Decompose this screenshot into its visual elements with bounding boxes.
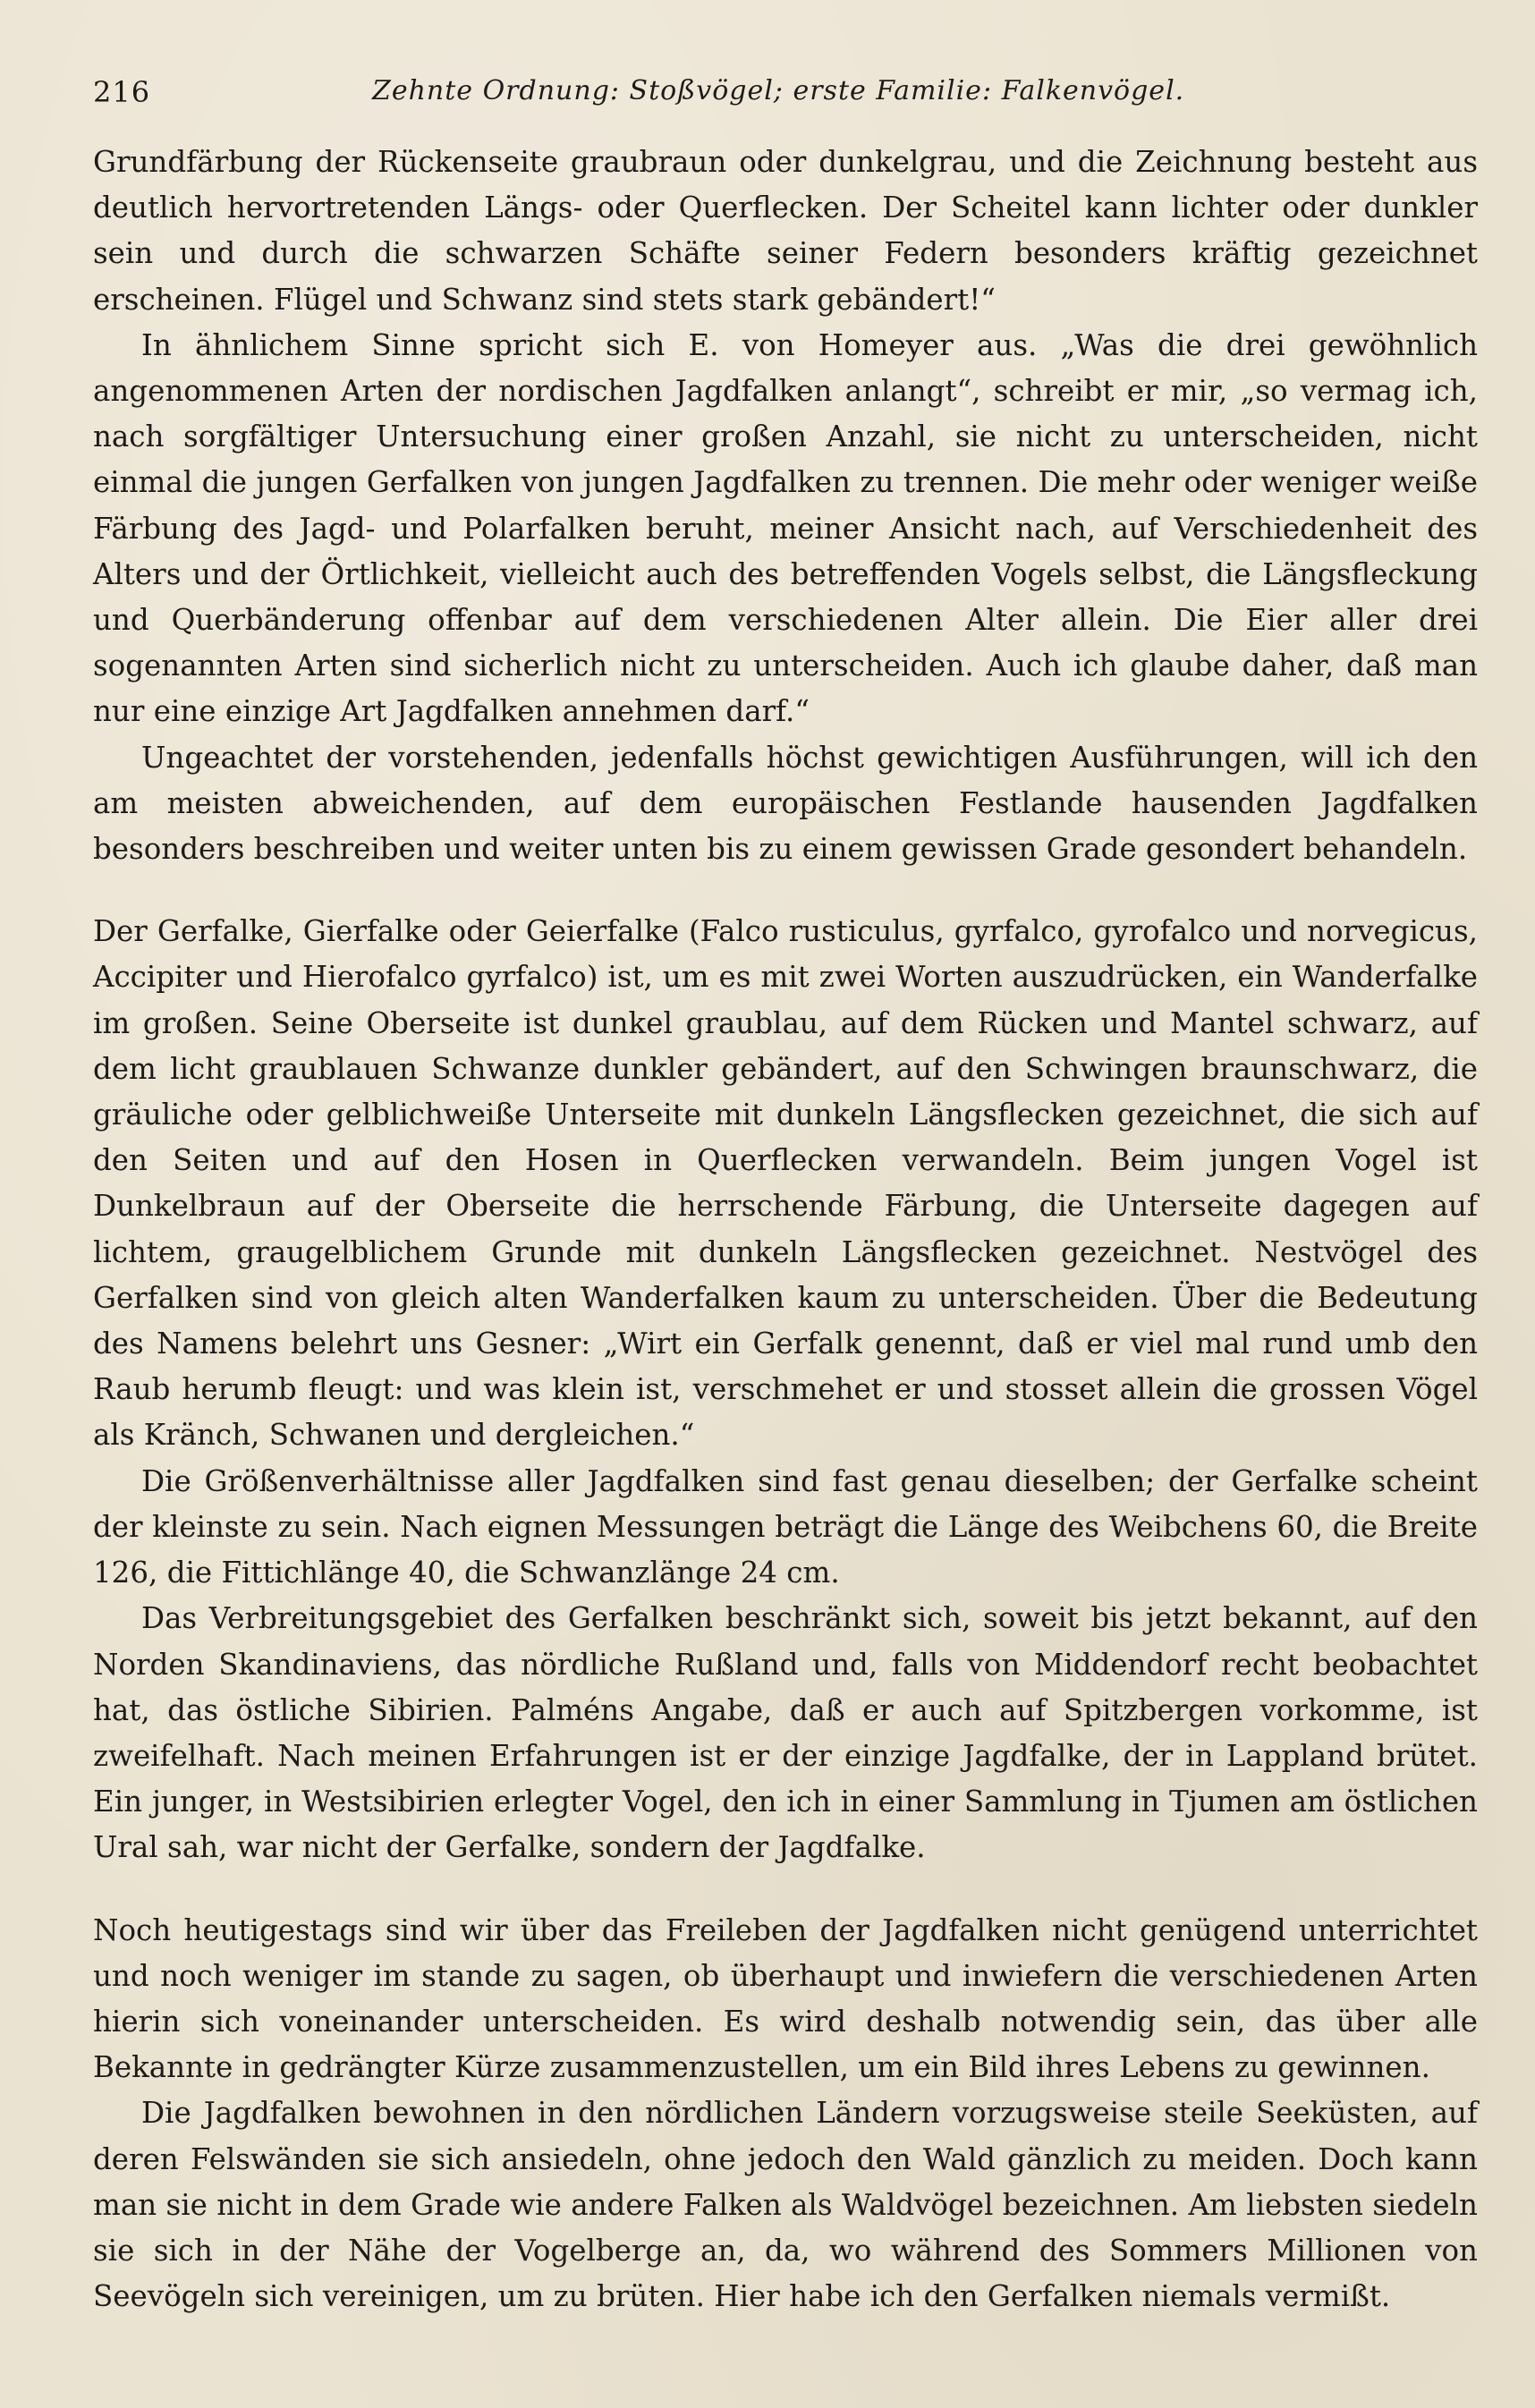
paragraph-continuation: Grundfärbung der Rückenseite graubraun oder dunkelgrau, und die Zeichnung besteht aus deutlich hervortretenden Längs- oder Querflecken. Der Scheitel kann lichter oder dunkler sein und durch die schwarzen Schäfte seiner Federn besonders kräftig gezeichnet erscheinen. Flügel und Schwanz sind stets stark gebändert!“: [93, 145, 1478, 317]
running-head: Zehnte Ordnung: Stoßvögel; erste Familie: Falkenvögel.: [372, 75, 1185, 106]
paragraph-description-intro: Ungeachtet der vorstehenden, jedenfalls höchst gewichtigen Ausführungen, will ich den am meisten abweichenden, auf dem europäischen Festlande hausenden Jagdfalken besonders beschreiben und weiter unten bis zu einem gewissen Grade gesondert behandeln.: [93, 740, 1478, 867]
paragraph-free-life: Noch heutigestags sind wir über das Freileben der Jagdfalken nicht genügend unterrichtet und noch weniger im stande zu sagen, ob überhaupt und inwiefern die verschiedenen Arten hierin sich voneinander unterscheiden. Es wird deshalb notwendig sein, das über alle Bekannte in gedrängter Kürze zusammenzustellen, um ein Bild ihres Lebens zu gewinnen.: [93, 1912, 1478, 2085]
paragraph-homeyer-quote: In ähnlichem Sinne spricht sich E. von Homeyer aus. „Was die drei gewöhnlich angenommenen Arten der nordischen Jagdfalken anlangt“, schreibt er mir, „so vermag ich, nach sorgfältiger Untersuchung einer großen Anzahl, sie nicht zu unterscheiden, nicht einmal die jungen Gerfalken von jungen Jagdfalken zu trennen. Die mehr oder weniger weiße Färbung des Jagd- und Polarfalken beruht, meiner Ansicht nach, auf Verschiedenheit des Alters und der Örtlichkeit, vielleicht auch des betreffenden Vogels selbst, die Längsfleckung und Querbänderung offenbar auf dem verschiedenen Alter allein. Die Eier aller drei sogenannten Arten sind sicherlich nicht zu unterscheiden. Auch ich glaube daher, daß man nur eine einzige Art Jagdfalken annehmen darf.“: [93, 327, 1478, 729]
paragraph-habitat: Die Jagdfalken bewohnen in den nördlichen Ländern vorzugsweise steile Seeküsten, auf deren Felswänden sie sich ansiedeln, ohne jedoch den Wald gänzlich zu meiden. Doch kann man sie nicht in dem Grade wie andere Falken als Waldvögel bezeichnen. Am liebsten siedeln sie sich in der Nähe der Vogelberge an, da, wo während des Sommers Millionen von Seevögeln sich vereinigen, um zu brüten. Hier habe ich den Gerfalken niemals vermißt.: [93, 2096, 1478, 2314]
body-text: [93, 140, 1478, 2319]
paragraph-distribution: Das Verbreitungsgebiet des Gerfalken beschränkt sich, soweit bis jetzt bekannt, auf den Norden Skandinaviens, das nördliche Rußland und, falls von Middendorf recht beobachtet hat, das östliche Sibirien. Palméns Angabe, daß er auch auf Spitzbergen vorkomme, ist zweifelhaft. Nach meinen Erfahrungen ist er der einzige Jagdfalke, der in Lappland brütet. Ein junger, in Westsibirien erlegter Vogel, den ich in einer Sammlung in Tjumen am östlichen Ural sah, war nicht der Gerfalke, sondern der Jagdfalke.: [93, 1601, 1478, 1865]
page-number: 216: [93, 75, 151, 109]
paragraph-size: Die Größenverhältnisse aller Jagdfalken sind fast genau dieselben; der Gerfalke scheint der kleinste zu sein. Nach eignen Messungen beträgt die Länge des Weibchens 60, die Breite 126, die Fittichlänge 40, die Schwanzlänge 24 cm.: [93, 1463, 1478, 1590]
paragraph-gerfalke-description: Der Gerfalke, Gierfalke oder Geierfalke (Falco rusticulus, gyrfalco, gyrofalco und norvegicus, Accipiter und Hierofalco gyrfalco) ist, um es mit zwei Worten auszudrücken, ein Wanderfalke im großen. Seine Oberseite ist dunkel graublau, auf dem Rücken und Mantel schwarz, auf dem licht graublauen Schwanze dunkler gebändert, auf den Schwingen braunschwarz, die gräuliche oder gelblichweiße Unterseite mit dunkeln Längsflecken gezeichnet, die sich auf den Seiten und auf den Hosen in Querflecken verwandeln. Beim jungen Vogel ist Dunkelbraun auf der Oberseite die herrschende Färbung, die Unterseite dagegen auf lichtem, graugelblichem Grunde mit dunkeln Längsflecken gezeichnet. Nestvögel des Gerfalken sind von gleich alten Wanderfalken kaum zu unterscheiden. Über die Bedeutung des Namens belehrt uns Gesner: „Wirt ein Gerfalk genennt, daß er viel mal rund umb den Raub herumb fleugt: und was klein ist, verschmehet er und stosset allein die grossen Vögel als Kränch, Schwanen und dergleichen.“: [93, 914, 1478, 1453]
page-header: [93, 75, 1488, 120]
